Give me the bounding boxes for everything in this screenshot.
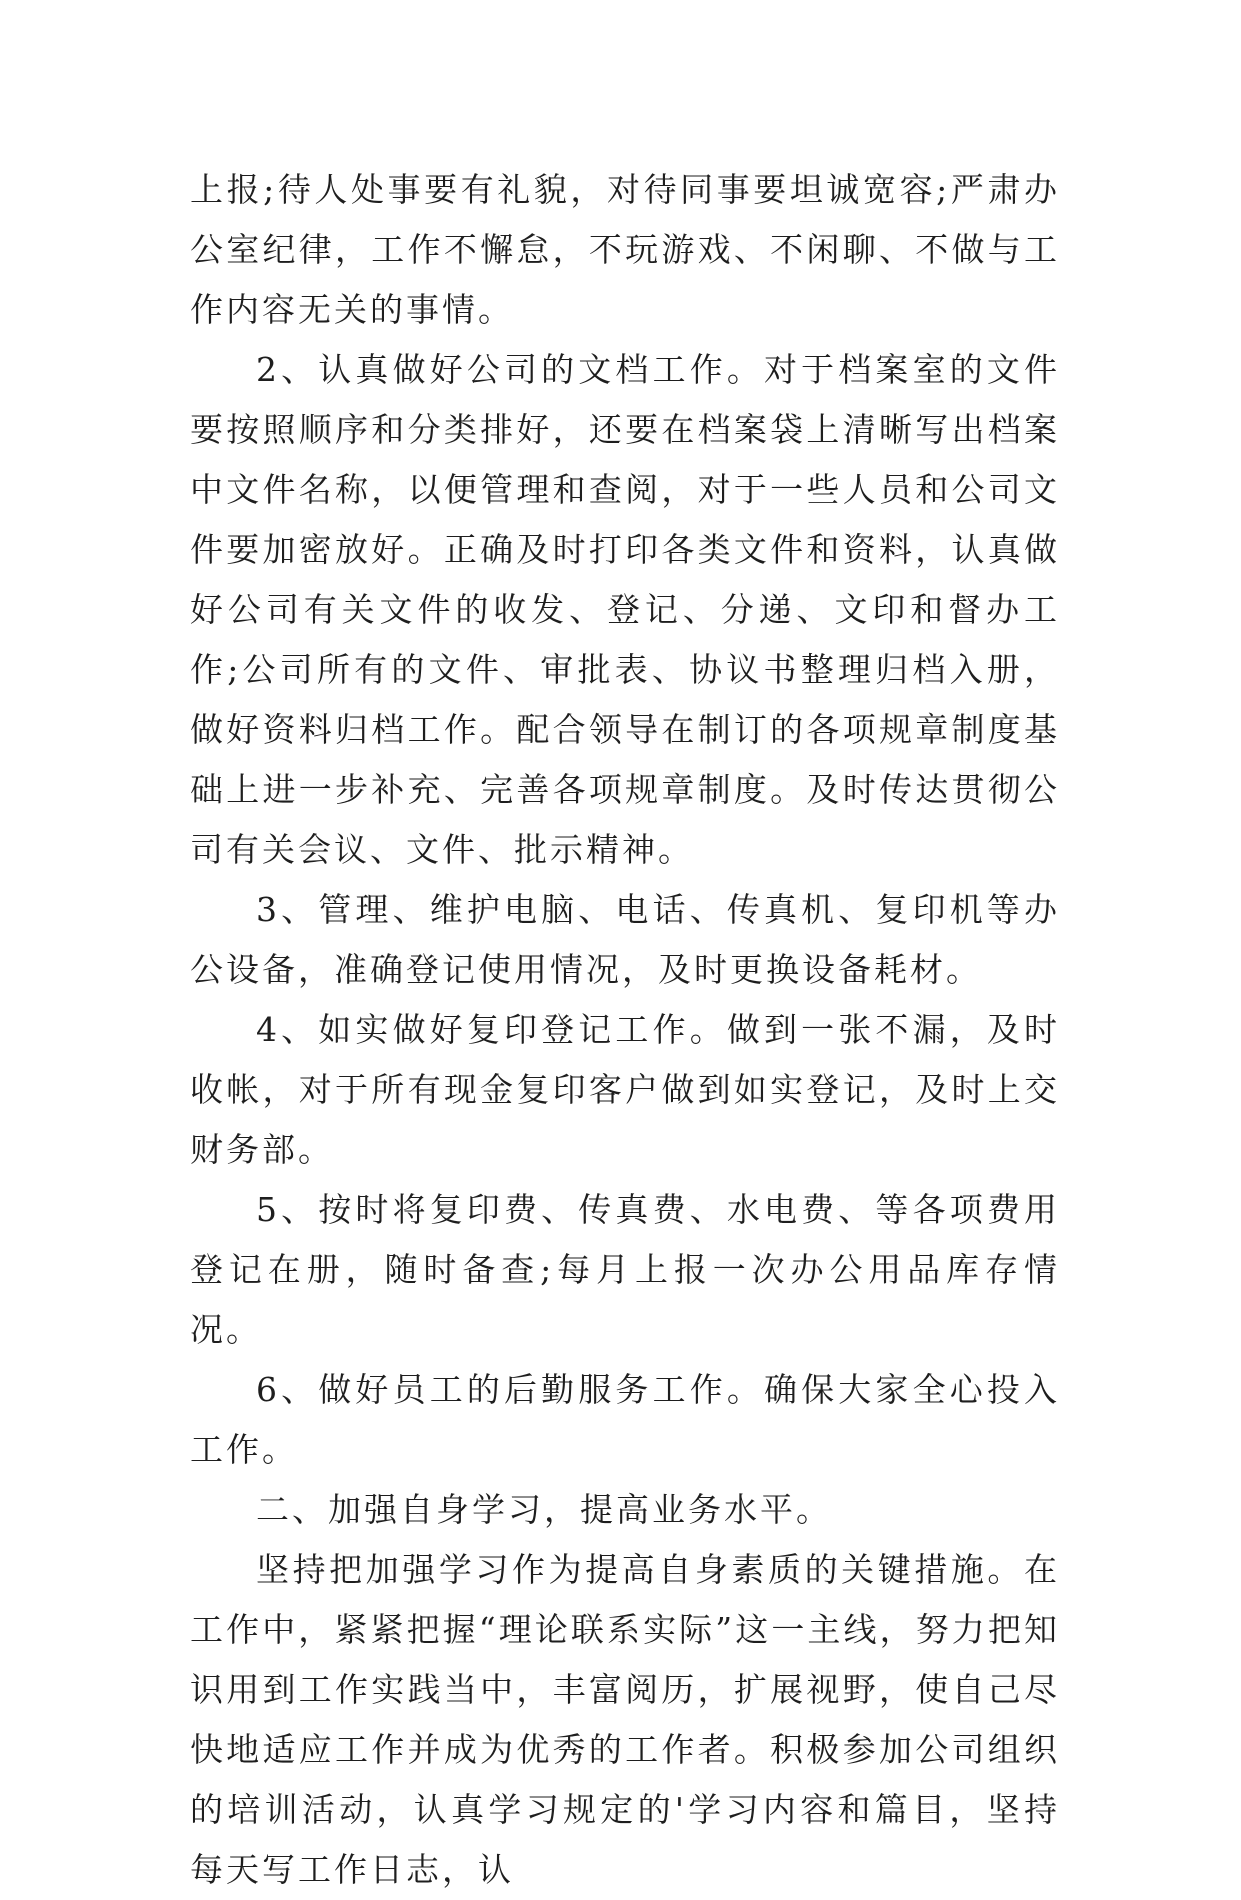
paragraph-7: 坚持把加强学习作为提高自身素质的关键措施。在工作中，紧紧把握“理论联系实际”这一主线，努力把知识用到工作实践当中，丰富阅历，扩展视野，使自己尽快地适应工作并成为优秀的工作者。积极参加公司组织的培训活动，认真学习规定的'学习内容和篇目，坚持每天写工作日志，认: [190, 1550, 1060, 1889]
section-heading: 二、加强自身学习，提高业务水平。: [256, 1490, 832, 1529]
paragraph-4: 4、如实做好复印登记工作。做到一张不漏，及时收帐，对于所有现金复印客户做到如实登记，及时上交财务部。: [190, 1010, 1060, 1169]
body-text: [190, 160, 1060, 1900]
paragraph-2: 2、认真做好公司的文档工作。对于档案室的文件要按照顺序和分类排好，还要在档案袋上清晰写出档案中文件名称，以便管理和查阅，对于一些人员和公司文件要加密放好。正确及时打印各类文件和资料，认真做好公司有关文件的收发、登记、分递、文印和督办工作;公司所有的文件、审批表、协议书整理归档入册，做好资料归档工作。配合领导在制订的各项规章制度基础上进一步补充、完善各项规章制度。及时传达贯彻公司有关会议、文件、批示精神。: [190, 350, 1060, 869]
paragraph-1: 上报;待人处事要有礼貌，对待同事要坦诚宽容;严肃办公室纪律，工作不懈怠，不玩游戏、不闲聊、不做与工作内容无关的事情。: [190, 170, 1060, 329]
paragraph-6: 6、做好员工的后勤服务工作。确保大家全心投入工作。: [190, 1370, 1060, 1469]
paragraph-5: 5、按时将复印费、传真费、水电费、等各项费用登记在册，随时备查;每月上报一次办公用品库存情况。: [190, 1190, 1060, 1349]
paragraph-3: 3、管理、维护电脑、电话、传真机、复印机等办公设备，准确登记使用情况，及时更换设备耗材。: [190, 890, 1060, 989]
